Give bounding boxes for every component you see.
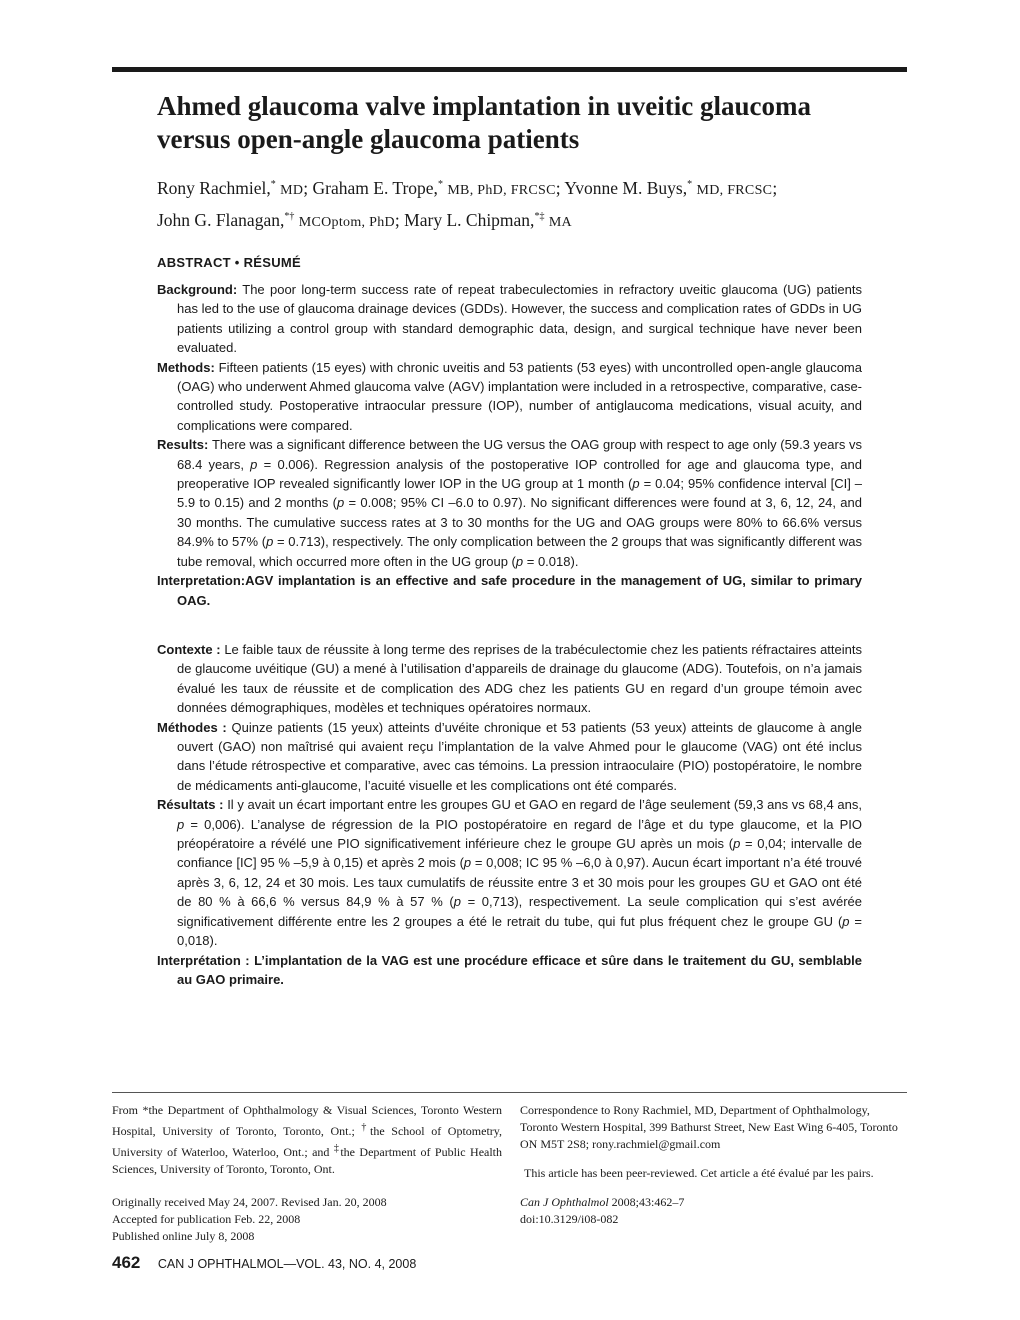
p-value-symbol: p (515, 553, 524, 569)
resume-interpretation (157, 951, 862, 990)
footnotes-right (520, 1102, 908, 1228)
results-text: = 0.008; 95% CI –6.0 to 0.97). No significant differences were found at 3, 6, 12, 24, and 30 months. The cumulative success rates at 3 to 30 months for the UG and OAG groups were 80% to 66.6% versus 84.9% to 57% ( (177, 495, 862, 550)
results-text: = 0.713), respectively. The only complication between the 2 groups that was significantly different was tube removal, which occurred more often in the UG group ( (177, 534, 862, 569)
abstract-background (157, 280, 862, 358)
resultats-text: = 0,008; IC 95 % –6,0 à 0,97). Aucun écart important n’a été trouvé après 3, 6, 12, 24 et 30 mois. Les taux cumulatifs de réussite entre 3 et 30 mois pour les groupes GU et GAO ont été de 80 % à 66,6 % versus 84,9 % à 57 % ( (177, 855, 862, 910)
article-title (157, 90, 897, 156)
author-degrees: MD (280, 182, 304, 198)
author-name: Rony Rachmiel, (157, 177, 271, 198)
journal-running-footer: CAN J OPHTHALMOL—VOL. 43, NO. 4, 2008 (157, 1257, 417, 1271)
affiliations (112, 1102, 502, 1178)
top-rule (112, 67, 907, 72)
abstract-french (157, 640, 862, 989)
resultats-text: = 0,713), respectivement. La seule complication qui s’est avérée significativement différente entre les 2 groupes a été le retrait du tube, qui fut plus fréquent chez le groupe GU ( (177, 894, 862, 929)
author-affil-mark: * (437, 179, 443, 190)
author-degrees: MCOptom, PhD (298, 214, 395, 230)
journal-abbrev: Can J Ophthalmol (520, 1195, 609, 1209)
page-footer (112, 1253, 416, 1273)
affiliation-1: From *the Department of Ophthalmology & Visual Sciences, Toronto Western Hospital, University of Toronto, Toronto, Ont.; (112, 1103, 502, 1138)
resultats-text: = 0,018). (177, 913, 862, 949)
author-degrees: MA (548, 214, 572, 230)
results-text: = 0.04; 95% confidence interval [CI] –5.9 to 0.15) and 2 months ( (177, 476, 862, 511)
title-line-1: Ahmed glaucoma valve implantation in uveitic glaucoma (157, 91, 811, 121)
resultats-label: Résultats : (157, 797, 224, 813)
abstract-english (157, 280, 862, 610)
abstract-heading: ABSTRACT • RÉSUMÉ (157, 255, 301, 270)
p-value-symbol: p (453, 894, 461, 910)
p-value-symbol: p (337, 495, 345, 511)
contexte-label: Contexte : (157, 642, 221, 657)
received-date: Originally received May 24, 2007. Revised Jan. 20, 2008 (112, 1195, 387, 1209)
p-value-symbol: p (266, 534, 274, 550)
author-list: Rony Rachmiel,* MD; Graham E. Trope,* MB, PhD, FRCSC; Yvonne M. Buys,* MD, FRCSC; John G. Flanagan,*† MCOptom, PhD; Mary L. Chipman,*‡ MA (157, 177, 778, 230)
resultats-text: Il y avait un écart important entre les groupes GU et GAO en regard de l’âge seulement (59,3 ans vs 68,4 ans, (227, 797, 862, 813)
interpretation-label: Interpretation: (157, 573, 246, 589)
author-affil-mark: * (687, 179, 693, 190)
interpretation-text: AGV implantation is an effective and safe procedure in the management of UG, similar to primary OAG. (177, 573, 862, 608)
author-name: Graham E. Trope, (312, 177, 438, 198)
methods-text: Fifteen patients (15 eyes) with chronic uveitis and 53 patients (53 eyes) with uncontrolled open-angle glaucoma (OAG) who underwent Ahmed glaucoma valve (AGV) implantation were included in a retrospective, comparative, case-controlled study. Postoperative intraocular pressure (IOP), number of antiglaucoma medications, visual acuity, and complications were compared. (177, 359, 862, 433)
background-text: The poor long-term success rate of repeat trabeculectomies in refractory uveitic glaucoma (UG) patients has led to the use of glaucoma drainage devices (GDDs). However, the success and complication rates of GDDs in UG patients utilizing a control group with standard demographic data, design, and surgical technique have never been evaluated. (177, 282, 862, 356)
author-name: Yvonne M. Buys, (564, 177, 688, 198)
citation (520, 1194, 908, 1211)
affiliation-3: the Department of Public Health Sciences, University of Toronto, Toronto, Ont. (112, 1145, 503, 1176)
resume-resultats (157, 795, 862, 950)
resume-contexte (157, 640, 862, 718)
accepted-date: Accepted for publication Feb. 22, 2008 (112, 1212, 301, 1226)
interpretation-fr-label: Interprétation : (157, 952, 250, 968)
resume-methodes (157, 718, 862, 796)
correspondence: Correspondence to Rony Rachmiel, MD, Department of Ophthalmology, Toronto Western Hospital, 399 Bathurst Street, New East Wing 6-405, Toronto ON M5T 2S8; rony.rachmiel@gmail.com (520, 1103, 898, 1151)
resultats-text: = 0,04; intervalle de confiance [IC] 95 % –5,9 à 0,15) et après 2 mois ( (177, 836, 862, 871)
background-label: Background: (157, 282, 238, 297)
p-value-symbol: p (632, 476, 640, 492)
p-value-symbol: p (463, 855, 472, 871)
author-affil-mark: *‡ (534, 210, 545, 222)
footnote-rule (112, 1092, 907, 1093)
interpretation-fr-text: L’implantation de la VAG est une procédure efficace et sûre dans le traitement du GU, semblable au GAO primaire. (177, 952, 862, 987)
author-degrees: MD, FRCSC (696, 182, 773, 198)
resultats-text: = 0,006). L’analyse de régression de la PIO postopératoire en regard de l’âge et du type glaucome, et la PIO préopératoire a révélé une PIO significativement inférieure chez le groupe GU après un mois ( (177, 816, 862, 852)
results-text: There was a significant difference between the UG versus the OAG group with respect to age only (59.3 years vs 68.4 years, (177, 437, 862, 472)
published-date: Published online July 8, 2008 (112, 1229, 255, 1243)
publication-dates (112, 1194, 502, 1245)
author-affil-mark: *† (284, 210, 295, 222)
title-line-2: versus open-angle glaucoma patients (157, 124, 580, 154)
author-degrees: MB, PhD, FRCSC (447, 182, 556, 198)
author-name: Mary L. Chipman, (404, 209, 535, 230)
doi: doi:10.3129/i08-082 (520, 1212, 619, 1226)
abstract-results (157, 435, 862, 571)
results-label: Results: (157, 437, 209, 453)
abstract-interpretation (157, 571, 862, 610)
citation-volume: 2008;43:462–7 (611, 1195, 685, 1209)
abstract-methods (157, 358, 862, 436)
footnotes-left (112, 1102, 502, 1245)
affil-mark: † (361, 1122, 371, 1133)
p-value-symbol: p (250, 456, 258, 472)
p-value-symbol: p (177, 816, 185, 832)
results-text: = 0.018). (526, 553, 579, 569)
page-number: 462 (112, 1253, 141, 1272)
methodes-label: Méthodes : (157, 719, 227, 735)
p-value-symbol: p (842, 913, 850, 929)
author-affil-mark: * (270, 179, 276, 190)
affiliation-2: the School of Optometry, University of Waterloo, Waterloo, Ont.; and (112, 1124, 502, 1159)
peer-review-note: This article has been peer-reviewed. Cet article a été évalué par les pairs. (524, 1166, 874, 1180)
contexte-text: Le faible taux de réussite à long terme des reprises de la trabéculectomie chez les patients réfractaires atteints de glaucome uvéitique (GU) a mené à l’utilisation d’appareils de drainage du glaucome (ADG). Toutefois, on n’a jamais évalué les taux de réussite et de complication des ADG chez les patients GU en regard d’un groupe témoin avec données démographiques, modèles et techniques opératoires normaux. (177, 642, 862, 716)
affil-mark: ‡ (333, 1143, 341, 1154)
methods-label: Methods: (157, 359, 215, 375)
author-name: John G. Flanagan, (157, 209, 285, 230)
methodes-text: Quinze patients (15 yeux) atteints d’uvéite chronique et 53 patients (53 yeux) atteints de glaucome à angle ouvert (GAO) non maîtrisé qui avaient reçu l’implantation de la valve Ahmed pour le glaucome (VAG) ont été inclus dans l’étude rétrospective et comparative, avec cas témoins. La pression intraoculaire (PIO) postopératoire, le nombre de médicaments anti-glaucome, l’acuité visuelle et les complications ont été comparés. (177, 719, 862, 793)
results-text: = 0.006). Regression analysis of the postoperative IOP controlled for age and glaucoma type, and preoperative IOP revealed significantly lower IOP in the UG group at 1 month ( (177, 456, 862, 492)
p-value-symbol: p (733, 836, 741, 852)
